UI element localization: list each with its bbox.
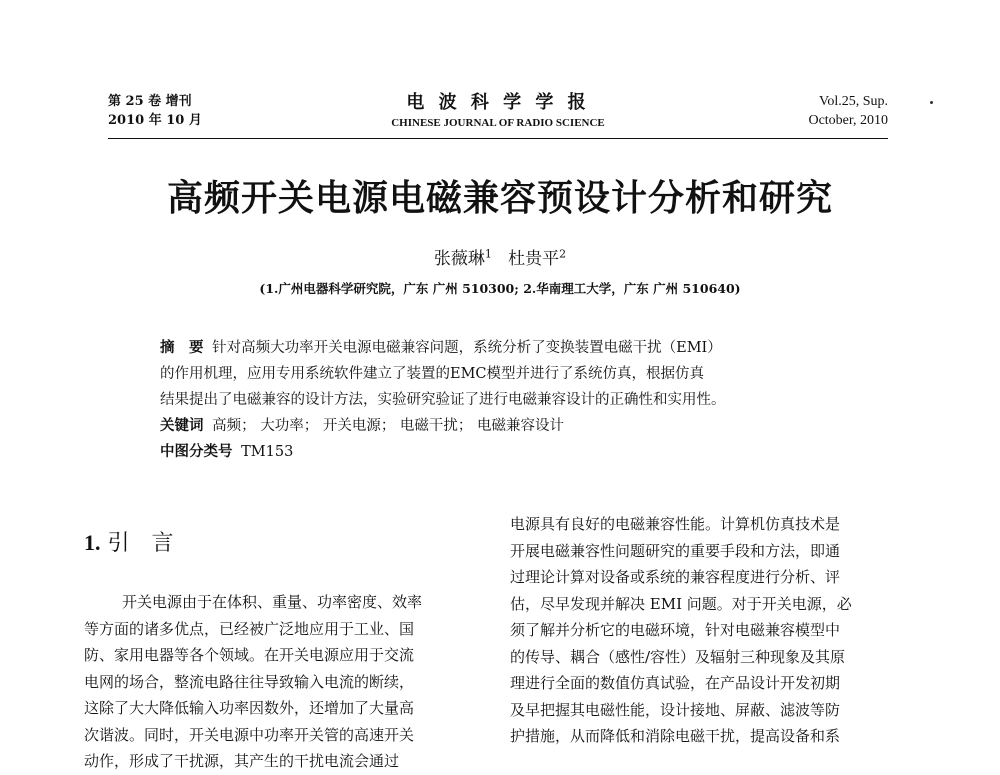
body-line: 理进行全面的数值仿真试验，在产品设计开发初期 xyxy=(510,674,841,692)
author-list xyxy=(0,244,1000,269)
journal-name-cn: 电 波 科 学 学 报 xyxy=(406,92,590,113)
section-number: 1. xyxy=(84,530,101,555)
paper-title: 高频开关电源电磁兼容预设计分析和研究 xyxy=(166,178,833,219)
abstract-line: 结果提出了电磁兼容的设计方法，实验研究验证了进行电磁兼容设计的正确性和实用性。 xyxy=(160,392,726,408)
author-name: 张薇琳 xyxy=(433,249,485,269)
header-divider xyxy=(108,138,888,139)
abstract-label: 摘 要 xyxy=(160,340,204,356)
body-line: 电网的场合，整流电路往往导致输入电流的断续， xyxy=(84,672,415,691)
abstract-line: 摘 要 针对高频大功率开关电源电磁兼容问题，系统分析了变换装置电磁干扰（EMI） xyxy=(160,340,722,356)
body-line: 动作，形成了干扰源，其产生的干扰电流会通过 xyxy=(84,752,400,770)
header-volume-en xyxy=(808,92,888,130)
body-line: 次谐波。同时，开关电源中功率开关管的高速开关 xyxy=(84,725,415,744)
right-column xyxy=(510,511,920,750)
clc-label: 中图分类号 xyxy=(160,444,233,460)
body-line: 护措施，从而降低和消除电磁干扰，提高设备和系 xyxy=(510,727,841,745)
left-column xyxy=(84,528,484,775)
body-line: 电源具有良好的电磁兼容性能。计算机仿真技术是 xyxy=(510,515,841,533)
author-affiliation-mark: 2 xyxy=(559,247,567,261)
body-line: 等方面的诸多优点，已经被广泛地应用于工业、国 xyxy=(84,619,415,638)
author-name: 杜贵平 xyxy=(508,249,560,269)
section-heading xyxy=(84,528,484,559)
keywords: 高频； 大功率； 开关电源； 电磁干扰； 电磁兼容设计 xyxy=(212,418,565,434)
body-line: 防、家用电器等各个领域。在开关电源应用于交流 xyxy=(84,646,415,664)
author-affiliation-mark: 1 xyxy=(484,247,492,261)
body-line: 须了解并分析它的电磁环境，针对电磁兼容模型中 xyxy=(510,621,841,639)
body-line: 估，尽早发现并解决 EMI 问题。对于开关电源，必 xyxy=(510,594,852,613)
body-line: 过理论计算对设备或系统的兼容程度进行分析、评 xyxy=(510,568,841,586)
abstract-line: 的作用机理，应用专用系统软件建立了装置的EMC模型并进行了系统仿真，根据仿真 xyxy=(160,366,705,382)
body-line: 及早把握其电磁性能，设计接地、屏蔽、滤波等防 xyxy=(510,700,841,719)
keywords-label: 关键词 xyxy=(160,418,204,434)
body-line: 这除了大大降低输入功率因数外，还增加了大量高 xyxy=(84,699,415,717)
journal-name-en: CHINESE JOURNAL OF RADIO SCIENCE xyxy=(391,117,605,129)
header-volume: 第 25 卷 增刊 xyxy=(108,94,192,109)
journal-header xyxy=(108,92,888,136)
abstract-block xyxy=(160,335,850,465)
header-date-en: October, 2010 xyxy=(808,113,888,128)
keywords-line xyxy=(160,413,850,439)
body-line: 开展电磁兼容性问题研究的重要手段和方法，即通 xyxy=(510,541,841,560)
section-title: 引 言 xyxy=(107,531,174,556)
scan-speck xyxy=(930,101,933,104)
header-date-cn: 2010 年 10 月 xyxy=(108,113,202,128)
header-journal-name xyxy=(108,92,888,132)
header-vol-sup: Vol.25, Sup. xyxy=(819,94,888,109)
affiliations: (1.广州电器科学研究院，广东 广州 510300; 2.华南理工大学，广东 广州 510640) xyxy=(259,281,741,296)
clc-code: TM153 xyxy=(241,444,294,460)
clc-line xyxy=(160,439,850,465)
body-line: 开关电源由于在体积、重量、功率密度、效率 xyxy=(122,593,423,611)
body-line: 的传导、耦合（感性/容性）及辐射三种现象及其原 xyxy=(510,647,846,666)
